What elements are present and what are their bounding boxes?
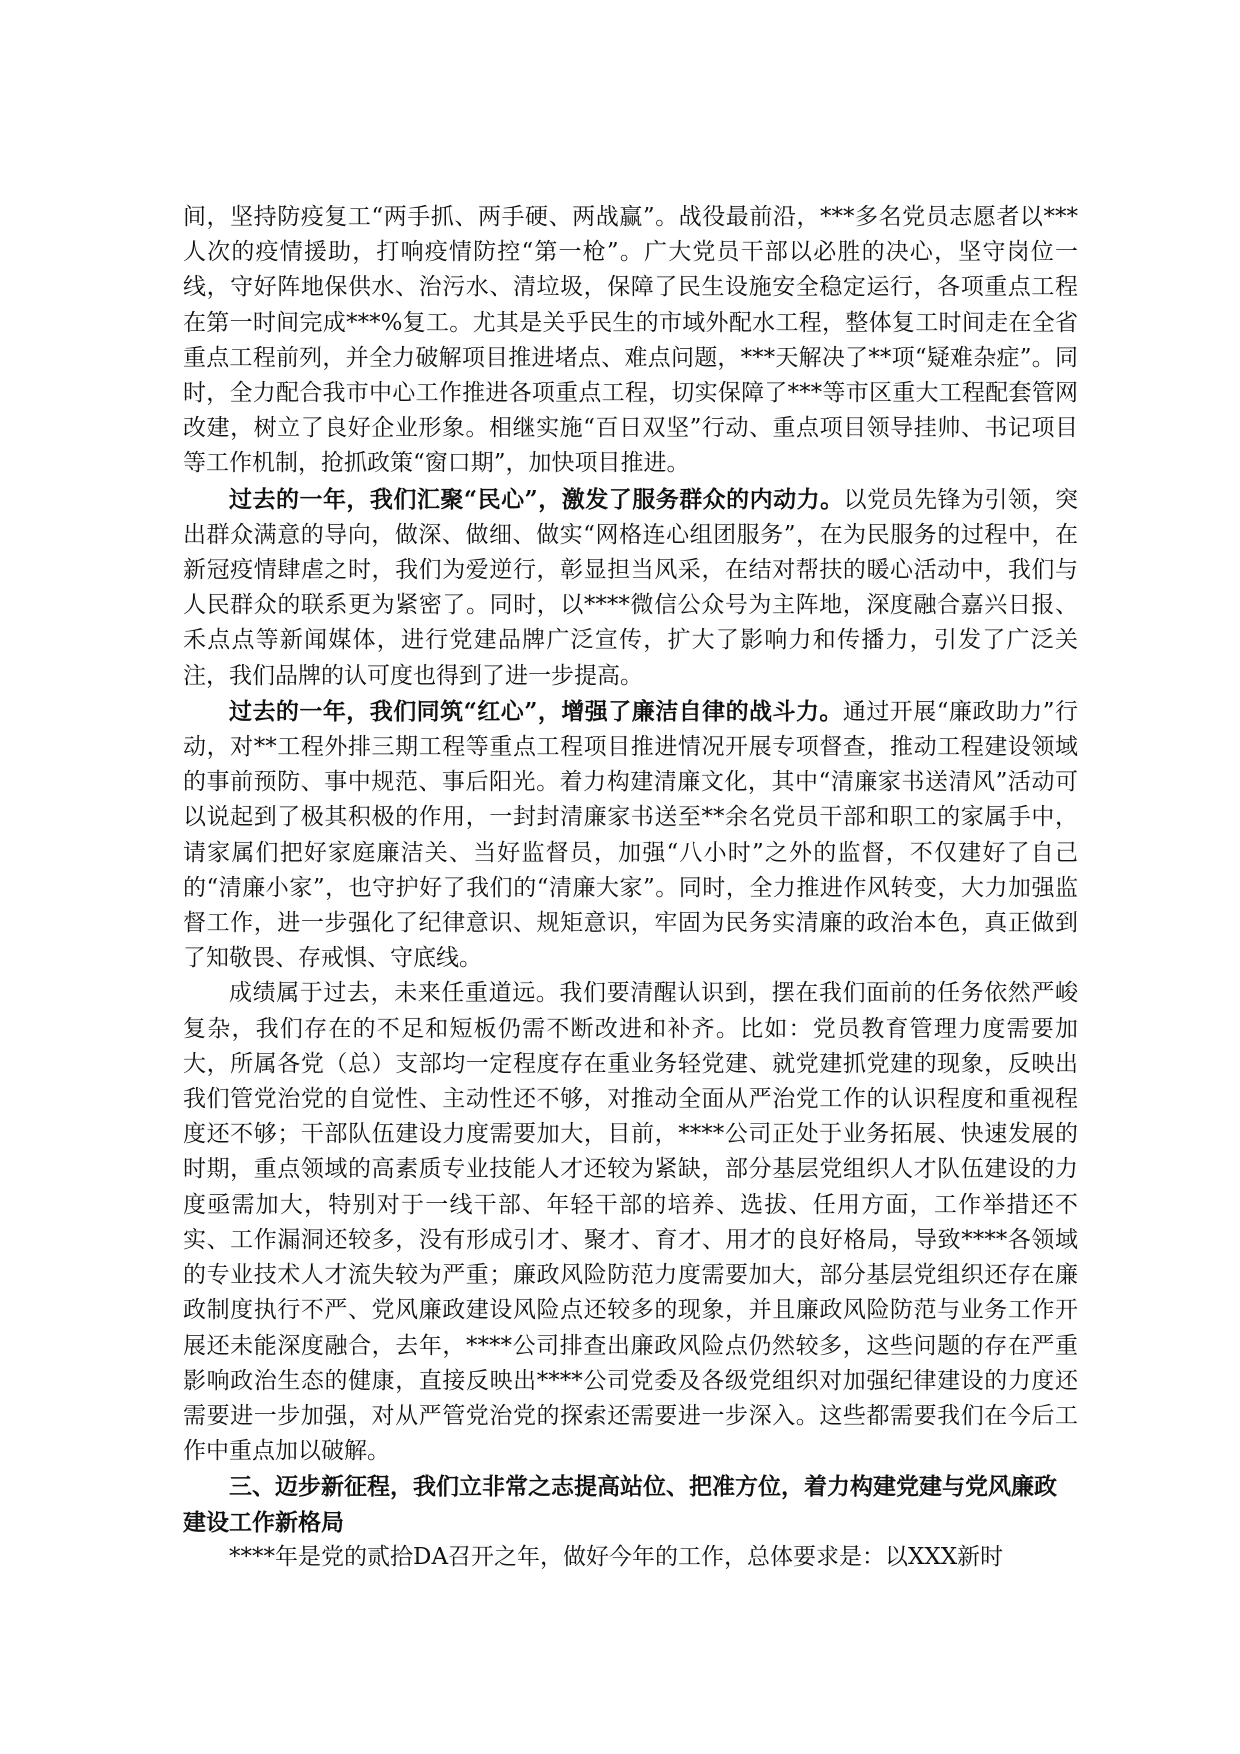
document-body [183,200,1078,1575]
paragraph-epidemic-work [183,200,1078,482]
paragraph-text: ****年是党的贰拾DA召开之年，做好今年的工作，总体要求是：以XXX新时 [229,1543,1004,1570]
paragraph-text: 成绩属于过去，未来任重道远。我们要清醒认识到，摆在我们面前的任务依然严峻复杂，我们存在的不足和短板仍需不断改进和补齐。比如：党员教育管理力度需要加大，所属各党（总）支部均一定程度存在重业务轻党建、就党建抓党建的现象，反映出我们管党治党的自觉性、主动性还不够，对推动全面从严治党工作的认识程度和重视程度还不够；干部队伍建设力度需要加大，目前，****公司正处于业务拓展、快速发展的时期，重点领域的高素质专业技能人才还较为紧缺，部分基层党组织人才队伍建设的力度亟需加大，特别对于一线干部、年轻干部的培养、选拔、任用方面，工作举措还不实、工作漏洞还较多，没有形成引才、聚才、育才、用才的良好格局，导致****各领域的专业技术人才流失较为严重；廉政风险防范力度需要加大，部分基层党组织还存在廉政制度执行不严、党风廉政建设风险点还较多的现象，并且廉政风险防范与业务工作开展还未能深度融合，去年，****公司排查出廉政风险点仍然较多，这些问题的存在严重影响政治生态的健康，直接反映出****公司党委及各级党组织对加强纪律建设的力度还需要进一步加强，对从严管党治党的探索还需要进一步深入。这些都需要我们在今后工作中重点加以破解。 [183,980,1078,1465]
paragraph-shortcomings [183,976,1078,1469]
paragraph-lead-sentence: 过去的一年，我们汇聚“民心”，激发了服务群众的内动力。 [229,485,844,513]
paragraph-people-heart [183,482,1078,694]
paragraph-text: 间，坚持防疫复工“两手抓、两手硬、两战赢”。战役最前沿，***多名党员志愿者以***人次的疫情援助，打响疫情防控“第一枪”。广大党员干部以必胜的决心，坚守岗位一线，守好阵地保供水、治污水、清垃圾，保障了民生设施安全稳定运行，各项重点工程在第一时间完成***%复工。尤其是关乎民生的市域外配水工程，整体复工时间走在全省重点工程前列，并全力破解项目推进堵点、难点问题，***天解决了**项“疑难杂症”。同时，全力配合我市中心工作推进各项重点工程，切实保障了***等市区重大工程配套管网改建，树立了良好企业形象。相继实施“百日双坚”行动、重点项目领导挂帅、书记项目等工作机制，抢抓政策“窗口期”，加快项目推进。 [183,204,1078,477]
paragraph-this-year [183,1540,1078,1575]
paragraph-lead-sentence: 过去的一年，我们同筑“红心”，增强了廉洁自律的战斗力。 [229,697,843,725]
section-heading-three: 三、迈步新征程，我们立非常之志提高站位、把准方位，着力构建党建与党风廉政建设工作新格局 [183,1473,1057,1536]
paragraph-red-heart [183,694,1078,977]
paragraph-text: 以党员先锋为引领，突出群众满意的导向，做深、做细、做实“网格连心组团服务”，在为民服务的过程中，在新冠疫情肆虐之时，我们为爱逆行，彰显担当风采，在结对帮扶的暖心活动中，我们与人民群众的联系更为紧密了。同时，以****微信公众号为主阵地，深度融合嘉兴日报、禾点点等新闻媒体，进行党建品牌广泛宣传，扩大了影响力和传播力，引发了广泛关注，我们品牌的认可度也得到了进一步提高。 [183,486,1078,689]
paragraph-text: 通过开展“廉政助力”行动，对**工程外排三期工程等重点工程项目推进情况开展专项督查，推动工程建设领域的事前预防、事中规范、事后阳光。着力构建清廉文化，其中“清廉家书送清风”活动可以说起到了极其积极的作用，一封封清廉家书送至**余名党员干部和职工的家属手中，请家属们把好家庭廉洁关、当好监督员，加强“八小时”之外的监督，不仅建好了自己的“清廉小家”，也守护好了我们的“清廉大家”。同时，全力推进作风转变，大力加强监督工作，进一步强化了纪律意识、规矩意识，牢固为民务实清廉的政治本色，真正做到了知敬畏、存戒惧、守底线。 [183,698,1078,972]
